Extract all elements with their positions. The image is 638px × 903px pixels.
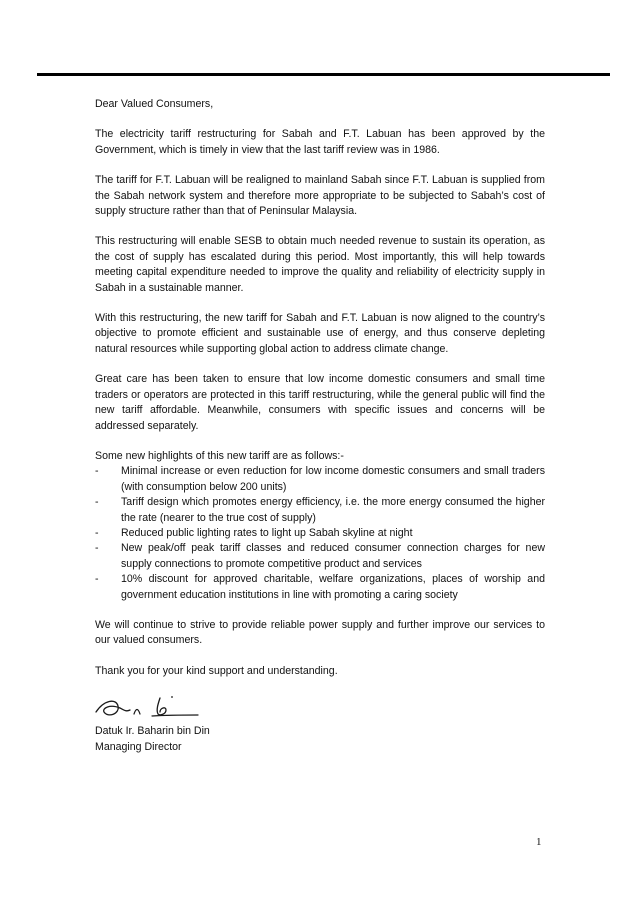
list-item (95, 572, 545, 603)
list-item (95, 526, 545, 541)
highlight-text: New peak/off peak tariff classes and reduced consumer connection charges for new supply connections to promote competitive product and services (121, 542, 545, 570)
bullet-dash: - (95, 465, 99, 478)
paragraph-revenue: This restructuring will enable SESB to obtain much needed revenue to sustain its operation, as the cost of supply has escalated during this period. Most importantly, this will help towards meeting capital expenditure needed to improve the quality and reliability of electricity supply in Sabah in a sustainable manner. (95, 235, 545, 294)
paragraph-objective: With this restructuring, the new tariff for Sabah and F.T. Labuan is now aligned to the country’s objective to promote efficient and sustainable use of energy, and thus conserve depleting natural resources while supporting global action to address climate change. (95, 312, 545, 355)
letter-body (95, 97, 545, 755)
handwritten-signature (94, 694, 545, 724)
highlights-list (95, 464, 545, 603)
signer-name: Datuk Ir. Baharin bin Din (95, 725, 210, 738)
signer-title: Managing Director (95, 740, 182, 753)
header-rule (37, 73, 610, 76)
signature-icon (94, 694, 204, 724)
highlight-text: Tariff design which promotes energy efficiency, i.e. the more energy consumed the higher the rate (nearer to the true cost of supply) (121, 496, 545, 524)
paragraph-commitment: We will continue to strive to provide reliable power supply and further improve our services to our valued consumers. (95, 618, 545, 647)
page-number: 1 (536, 836, 542, 848)
bullet-dash: - (95, 542, 99, 555)
list-item (95, 464, 545, 495)
list-item (95, 541, 545, 572)
paragraph-labuan: The tariff for F.T. Labuan will be realigned to mainland Sabah since F.T. Labuan is supplied from the Sabah network system and therefore more appropriate to be subjected to Sabah’s cost of supply structure rather than that of Peninsular Malaysia. (95, 174, 545, 218)
bullet-dash: - (95, 526, 99, 539)
highlight-text: 10% discount for approved charitable, welfare organizations, places of worship and government education institutions in line with promoting a caring society (121, 573, 545, 601)
paragraph-thanks: Thank you for your kind support and understanding. (95, 664, 338, 677)
bullet-dash: - (95, 496, 99, 509)
paragraph-approval: The electricity tariff restructuring for Sabah and F.T. Labuan has been approved by the Government, which is timely in view that the last tariff review was in 1986. (95, 128, 545, 156)
highlights-intro: Some new highlights of this new tariff are as follows:- (95, 449, 344, 462)
paragraph-protection: Great care has been taken to ensure that low income domestic consumers and small time traders or operators are protected in this tariff restructuring, while the general public will find the new tariff affordable. Meanwhile, consumers with specific issues and concerns will be addressed separately. (95, 373, 545, 432)
bullet-dash: - (95, 573, 99, 586)
highlight-text: Minimal increase or even reduction for low income domestic consumers and small traders (with consumption below 200 units) (121, 465, 545, 493)
greeting: Dear Valued Consumers, (95, 98, 214, 110)
highlight-text: Reduced public lighting rates to light up Sabah skyline at night (121, 526, 413, 539)
list-item (95, 495, 545, 526)
